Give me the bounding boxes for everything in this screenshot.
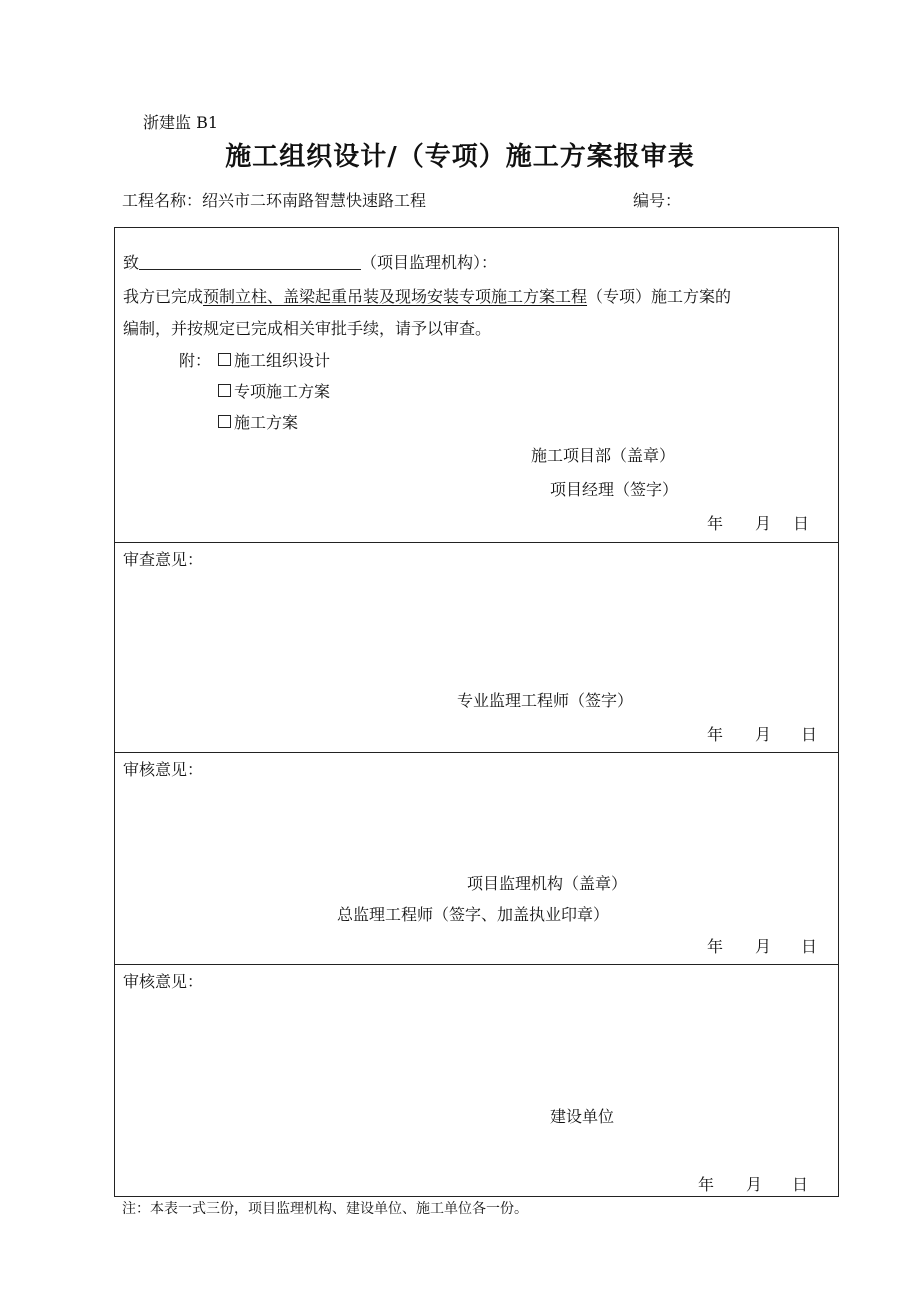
- attachment-label: 施工组织设计: [234, 351, 331, 370]
- date-day: 日: [793, 514, 810, 533]
- project-name: 绍兴市二环南路智慧快速路工程: [202, 191, 427, 210]
- audit-section: [115, 752, 838, 964]
- date-year: 年: [707, 514, 724, 533]
- addressee-line: [123, 250, 497, 273]
- to-prefix: 致: [123, 253, 140, 272]
- attachment-item[interactable]: [218, 410, 298, 433]
- owner-sign: 建设单位: [550, 1107, 615, 1126]
- attachment-item[interactable]: [218, 379, 330, 402]
- date-year: 年: [707, 725, 724, 744]
- addressee-blank[interactable]: [139, 251, 361, 270]
- form-code: 浙建监 B1: [143, 113, 219, 132]
- page-title: 施工组织设计/（专项）施工方案报审表: [225, 142, 695, 172]
- body-line-2: 编制，并按规定已完成相关审批手续，请予以审查。: [123, 319, 492, 338]
- date-day: 日: [801, 937, 818, 956]
- approval-form-table: [114, 227, 839, 1197]
- date-day: 日: [792, 1175, 809, 1194]
- audit-label: 审核意见：: [123, 760, 204, 779]
- construction-dept-sign: 施工项目部（盖章）: [531, 446, 676, 465]
- date-year: 年: [698, 1175, 715, 1194]
- body-line-1: [123, 284, 731, 307]
- owner-audit-label: 审核意见：: [123, 972, 204, 991]
- project-label: 工程名称：: [122, 191, 203, 210]
- supervision-org-sign: 项目监理机构（盖章）: [467, 874, 628, 893]
- attach-label: 附：: [179, 351, 212, 370]
- to-suffix: （项目监理机构）：: [361, 253, 498, 272]
- date-month: 月: [755, 937, 772, 956]
- date-year: 年: [707, 937, 724, 956]
- date-month: 月: [755, 725, 772, 744]
- footnote: 注：本表一式三份，项目监理机构、建设单位、施工单位各一份。: [122, 1201, 528, 1217]
- chief-engineer-sign: 总监理工程师（签字、加盖执业印章）: [337, 905, 610, 924]
- plan-name: 预制立柱、盖梁起重吊装及现场安装专项施工方案工程: [203, 287, 588, 306]
- owner-audit-section: [115, 964, 838, 1196]
- body-suffix: （专项）施工方案的: [587, 287, 732, 306]
- submission-section: [115, 228, 838, 542]
- review-label: 审查意见：: [123, 550, 204, 569]
- date-month: 月: [755, 514, 772, 533]
- checkbox-icon[interactable]: [218, 415, 231, 428]
- review-section: [115, 542, 838, 752]
- project-name-line: [122, 188, 426, 211]
- attachment-item[interactable]: [218, 348, 330, 371]
- date-month: 月: [746, 1175, 763, 1194]
- date-day: 日: [801, 725, 818, 744]
- attachment-label: 专项施工方案: [234, 382, 331, 401]
- checkbox-icon[interactable]: [218, 384, 231, 397]
- body-prefix: 我方已完成: [123, 287, 204, 306]
- supervising-engineer-sign: 专业监理工程师（签字）: [457, 691, 634, 710]
- attachment-label: 施工方案: [234, 413, 299, 432]
- checkbox-icon[interactable]: [218, 353, 231, 366]
- serial-label: 编号：: [633, 191, 682, 210]
- project-manager-sign: 项目经理（签字）: [550, 480, 679, 499]
